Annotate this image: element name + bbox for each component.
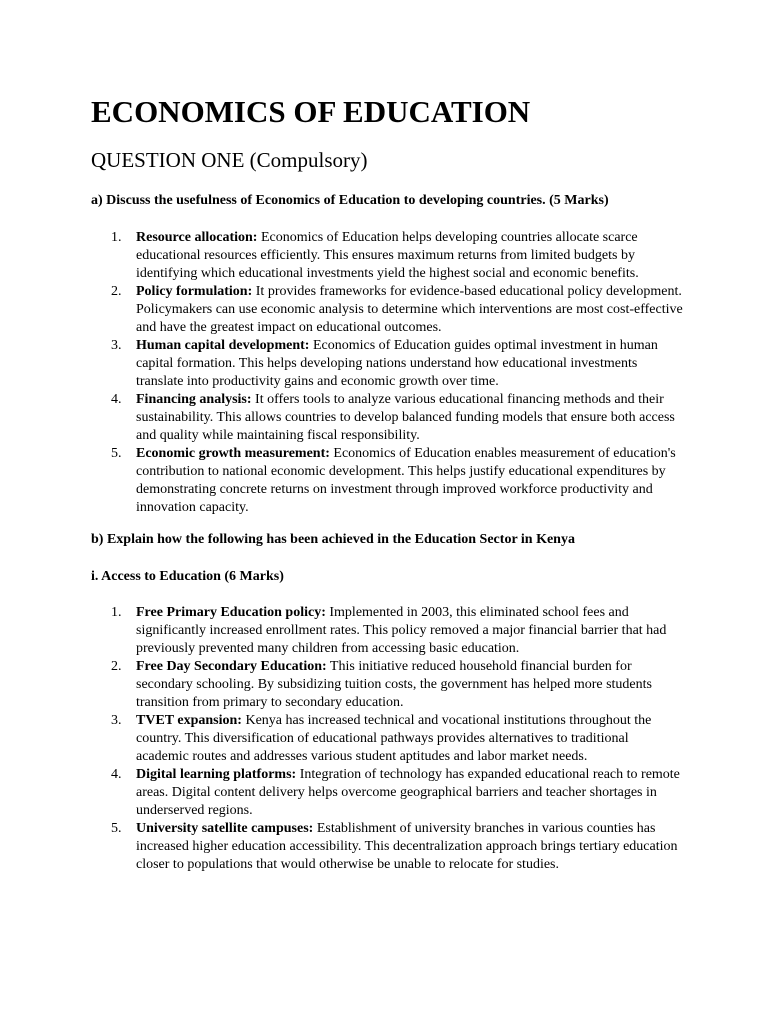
list-item	[91, 283, 683, 337]
list-text: This initiative reduced household financial burden for secondary schooling. By subsidizing tuition costs, the government has helped more students transition from primary to secondary education.	[136, 659, 652, 710]
list-term: University satellite campuses:	[136, 821, 314, 836]
list-item	[91, 604, 683, 658]
list-term: Economic growth measurement:	[136, 446, 330, 461]
list-number: 1.	[111, 605, 122, 620]
list-number: 5.	[111, 821, 122, 836]
list-text: It offers tools to analyze various educational financing methods and their sustainability. This allows countries to develop balanced funding models that ensure both access and quality while maintaining fiscal responsibility.	[136, 392, 675, 443]
list-text: It provides frameworks for evidence-based educational policy development. Policymakers can use economic analysis to determine which interventions are most cost-effective and have the greatest impact on educational outcomes.	[136, 284, 683, 335]
list-text: Economics of Education enables measurement of education's contribution to national economic development. This helps justify educational expenditures by demonstrating concrete returns on investment through improved workforce productivity and innovation capacity.	[136, 446, 676, 515]
part-b-sub-i-heading: i. Access to Education (6 Marks)	[91, 569, 284, 584]
list-number: 4.	[111, 392, 122, 407]
list-item	[91, 820, 683, 874]
list-term: Policy formulation:	[136, 284, 253, 299]
list-text: Economics of Education guides optimal investment in human capital formation. This helps developing nations understand how educational investments translate into productivity gains and economic growth over time.	[136, 338, 658, 389]
list-term: Digital learning platforms:	[136, 767, 297, 782]
list-number: 2.	[111, 284, 122, 299]
list-text: Kenya has increased technical and vocational institutions throughout the country. This diversification of educational pathways provides alternatives to traditional academic routes and addresses various student aptitudes and labor market needs.	[136, 713, 652, 764]
list-item	[91, 445, 683, 517]
list-term: Resource allocation:	[136, 230, 258, 245]
list-term: Financing analysis:	[136, 392, 252, 407]
list-text: Implemented in 2003, this eliminated school fees and significantly increased enrollment rates. This policy removed a major financial barrier that had previously prevented many children from accessing basic education.	[136, 605, 667, 656]
list-number: 5.	[111, 446, 122, 461]
list-number: 1.	[111, 230, 122, 245]
list-number: 3.	[111, 338, 122, 353]
list-number: 2.	[111, 659, 122, 674]
list-item	[91, 391, 683, 445]
part-b-prompt: b) Explain how the following has been achieved in the Education Sector in Kenya	[91, 532, 575, 547]
list-text: Establishment of university branches in various counties has increased higher education accessibility. This decentralization approach brings tertiary education closer to populations that would otherwise be unable to relocate for studies.	[136, 821, 678, 872]
list-item	[91, 712, 683, 766]
list-text: Integration of technology has expanded educational reach to remote areas. Digital content delivery helps overcome geographical barriers and teacher shortages in underserved regions.	[136, 767, 680, 818]
list-term: Human capital development:	[136, 338, 310, 353]
list-number: 4.	[111, 767, 122, 782]
list-term: TVET expansion:	[136, 713, 242, 728]
question-heading: QUESTION ONE (Compulsory)	[91, 148, 368, 172]
list-term: Free Day Secondary Education:	[136, 659, 327, 674]
list-text: Economics of Education helps developing countries allocate scarce educational resources efficiently. This ensures maximum returns from limited budgets by identifying which educational investments yield the highest social and economic benefits.	[136, 230, 639, 281]
list-term: Free Primary Education policy:	[136, 605, 326, 620]
part-a-list	[91, 229, 683, 517]
list-item	[91, 658, 683, 712]
list-item	[91, 337, 683, 391]
list-number: 3.	[111, 713, 122, 728]
list-item	[91, 766, 683, 820]
part-a-prompt: a) Discuss the usefulness of Economics of Education to developing countries. (5 Marks)	[91, 193, 609, 208]
document-title: ECONOMICS OF EDUCATION	[91, 94, 531, 129]
list-item	[91, 229, 683, 283]
part-b-sub-i-list	[91, 604, 683, 874]
